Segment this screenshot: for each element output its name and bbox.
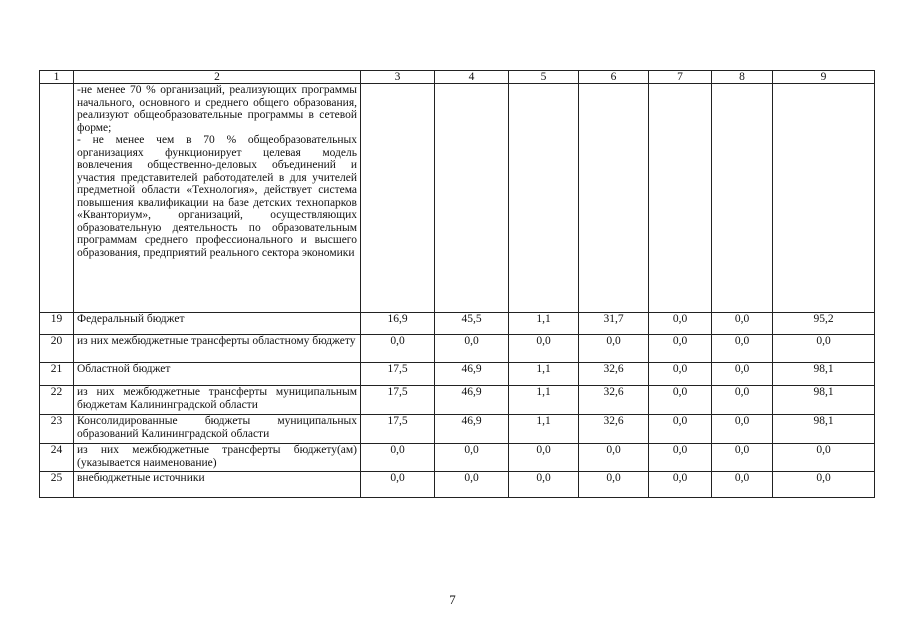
value-cell: 16,9	[361, 313, 435, 335]
value-cell: 0,0	[509, 335, 579, 363]
continuation-paragraph: - не менее чем в 70 % общеобразовательных организациях функционирует целевая модель вовлечения общественно-деловых объединений и участия представителей работодателей в для учителей предметной области «Технология», действует система повышения квалификации на базе детских технопарков «Кванториум», организаций, осуществляющих образовательную деятельность по образовательным программам среднего профессионального и высшего образования, предприятий реального сектора экономики	[77, 134, 357, 259]
value-cell: 0,0	[649, 415, 712, 444]
continuation-paragraph: -не менее 70 % организаций, реализующих программы начального, основного и среднего общего образования, реализуют общеобразовательные программы в сетевой форме;	[77, 84, 357, 134]
budget-table	[39, 70, 875, 498]
row-label: Областной бюджет	[74, 363, 361, 386]
value-cell: 0,0	[509, 444, 579, 472]
value-cell: 0,0	[649, 472, 712, 498]
value-cell: 0,0	[579, 472, 649, 498]
column-header: 8	[712, 71, 773, 84]
value-cell: 95,2	[773, 313, 875, 335]
value-cell: 0,0	[361, 472, 435, 498]
value-cell: 0,0	[579, 444, 649, 472]
value-cell: 17,5	[361, 415, 435, 444]
table-row	[40, 313, 875, 335]
column-header: 7	[649, 71, 712, 84]
page-number: 7	[449, 592, 456, 607]
value-cell: 1,1	[509, 386, 579, 415]
table-row	[40, 415, 875, 444]
column-header: 6	[579, 71, 649, 84]
row-label: Консолидированные бюджеты муниципальных образований Калининградской области	[74, 415, 361, 444]
value-cell: 32,6	[579, 386, 649, 415]
column-header: 9	[773, 71, 875, 84]
value-cell: 32,6	[579, 363, 649, 386]
value-cell: 0,0	[649, 386, 712, 415]
table-row	[40, 386, 875, 415]
value-cell: 46,9	[435, 386, 509, 415]
value-cell: 0,0	[712, 415, 773, 444]
value-cell: 17,5	[361, 363, 435, 386]
value-cell: 0,0	[712, 444, 773, 472]
column-header: 5	[509, 71, 579, 84]
value-cell: 32,6	[579, 415, 649, 444]
row-number: 19	[40, 313, 74, 335]
row-number: 21	[40, 363, 74, 386]
column-header: 3	[361, 71, 435, 84]
value-cell: 17,5	[361, 386, 435, 415]
value-cell: 0,0	[649, 363, 712, 386]
value-cell: 1,1	[509, 363, 579, 386]
value-cell: 0,0	[712, 386, 773, 415]
continuation-text-cell	[74, 84, 361, 313]
value-cell: 0,0	[361, 335, 435, 363]
value-cell: 0,0	[649, 335, 712, 363]
value-cell: 0,0	[361, 444, 435, 472]
continuation-row	[40, 84, 875, 313]
value-cell: 0,0	[773, 444, 875, 472]
table-row	[40, 444, 875, 472]
value-cell: 31,7	[579, 313, 649, 335]
value-cell: 0,0	[712, 363, 773, 386]
value-cell: 0,0	[509, 472, 579, 498]
row-number: 25	[40, 472, 74, 498]
row-label: из них межбюджетные трансферты бюджету(ам) (указывается наименование)	[74, 444, 361, 472]
value-cell: 0,0	[649, 313, 712, 335]
value-cell: 46,9	[435, 363, 509, 386]
value-cell: 0,0	[435, 472, 509, 498]
row-number: 22	[40, 386, 74, 415]
value-cell: 0,0	[579, 335, 649, 363]
value-cell: 45,5	[435, 313, 509, 335]
column-header: 2	[74, 71, 361, 84]
value-cell: 0,0	[435, 444, 509, 472]
column-header: 1	[40, 71, 74, 84]
row-number: 24	[40, 444, 74, 472]
row-label: Федеральный бюджет	[74, 313, 361, 335]
table-row	[40, 363, 875, 386]
value-cell: 98,1	[773, 363, 875, 386]
value-cell: 0,0	[712, 335, 773, 363]
table-row	[40, 335, 875, 363]
row-number: 23	[40, 415, 74, 444]
value-cell: 98,1	[773, 386, 875, 415]
row-label: из них межбюджетные трансферты муниципальным бюджетам Калининградской области	[74, 386, 361, 415]
value-cell: 0,0	[649, 444, 712, 472]
value-cell: 0,0	[773, 335, 875, 363]
value-cell: 46,9	[435, 415, 509, 444]
value-cell: 0,0	[773, 472, 875, 498]
value-cell: 1,1	[509, 313, 579, 335]
column-header: 4	[435, 71, 509, 84]
value-cell: 98,1	[773, 415, 875, 444]
value-cell: 0,0	[712, 313, 773, 335]
header-row	[40, 71, 875, 84]
row-label: из них межбюджетные трансферты областному бюджету	[74, 335, 361, 363]
table-row	[40, 472, 875, 498]
value-cell: 0,0	[435, 335, 509, 363]
row-label: внебюджетные источники	[74, 472, 361, 498]
value-cell: 1,1	[509, 415, 579, 444]
value-cell: 0,0	[712, 472, 773, 498]
row-number: 20	[40, 335, 74, 363]
